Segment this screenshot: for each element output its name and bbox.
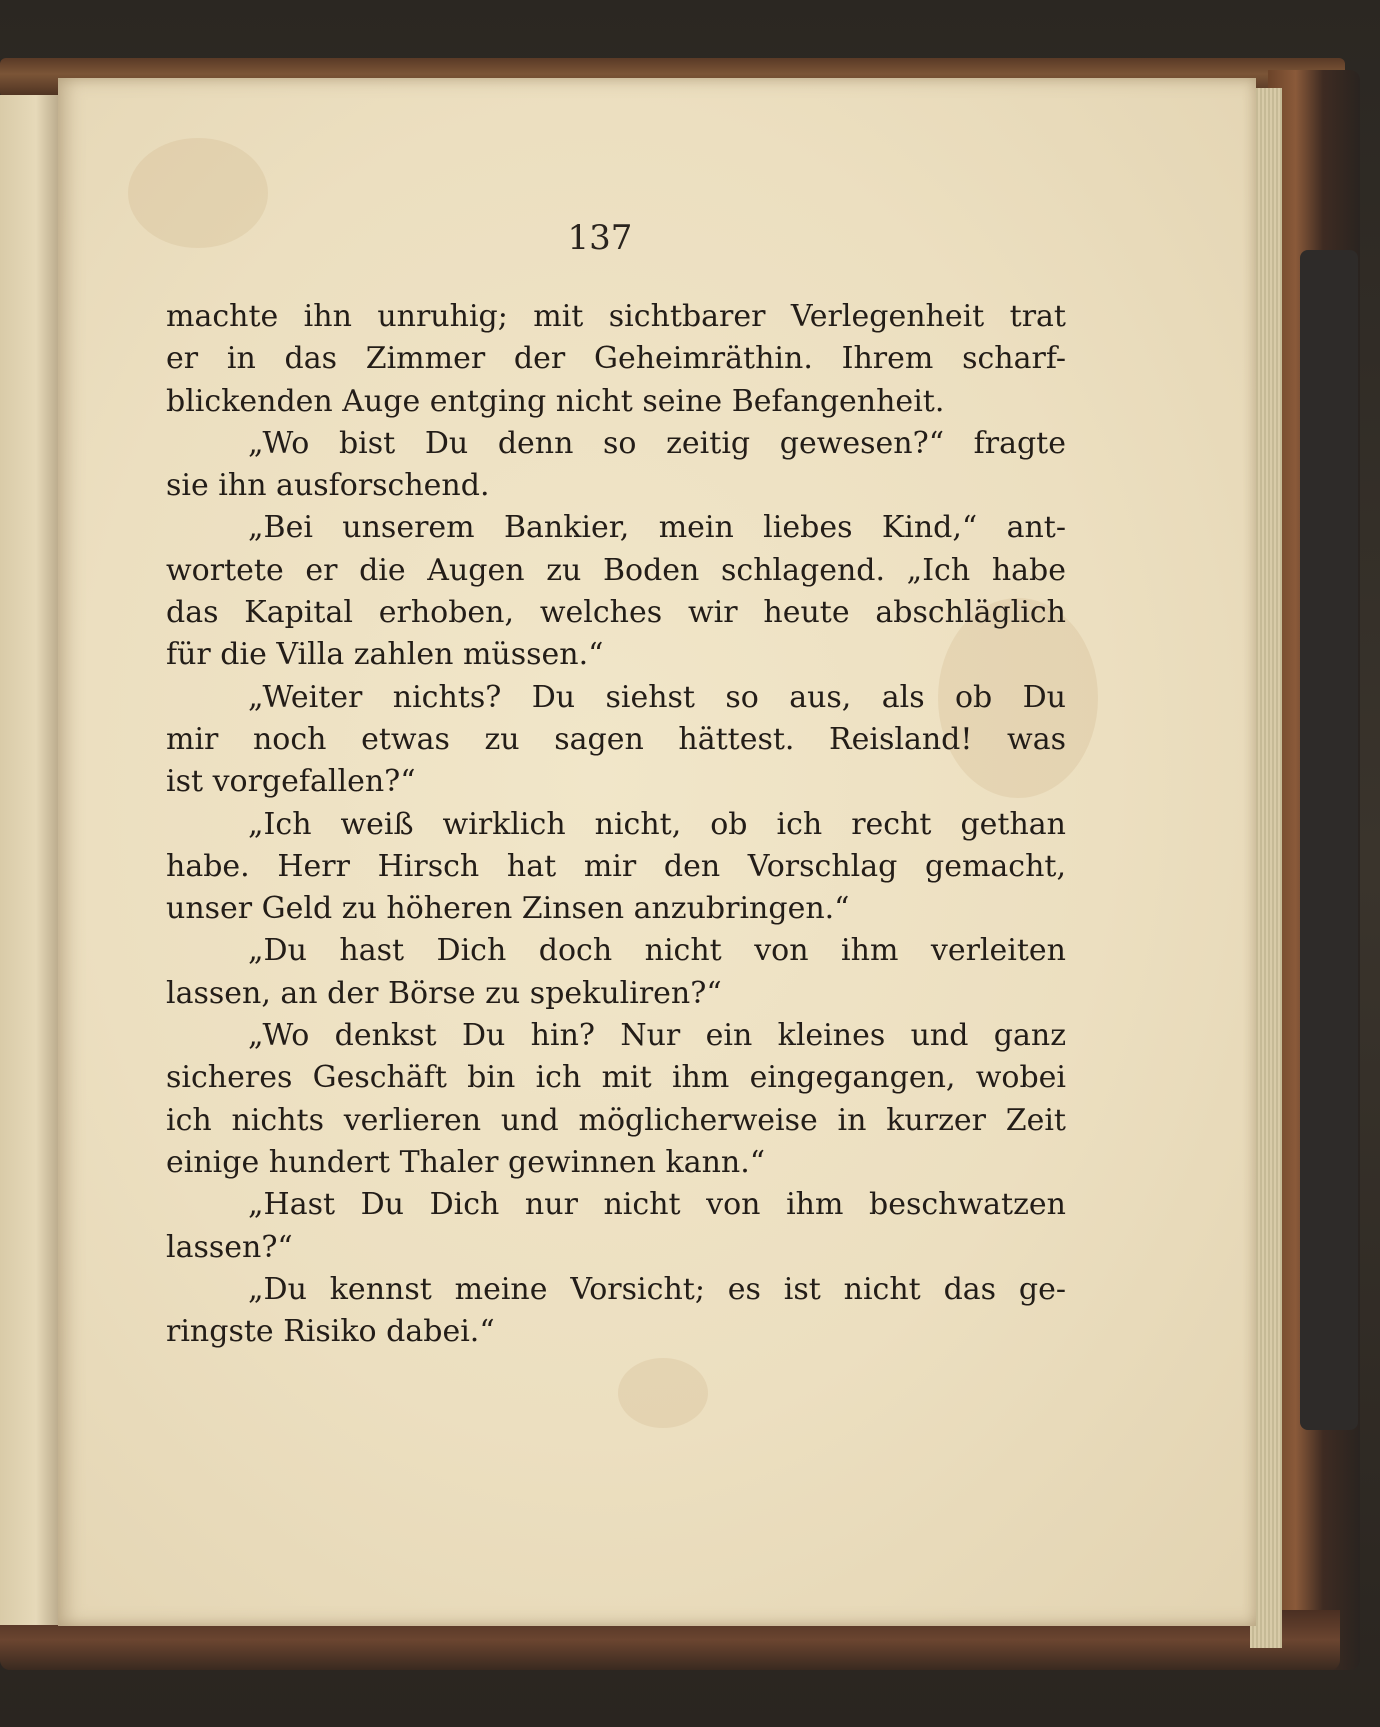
book-page bbox=[58, 78, 1256, 1626]
page-stain bbox=[618, 1358, 708, 1428]
text-line: machte ihn unruhig; mit sichtbarer Verlegenheit trat bbox=[166, 299, 1066, 334]
text-line: mir noch etwas zu sagen hättest. Reisland! was bbox=[166, 721, 1066, 757]
text-line: einige hundert Thaler gewinnen kann.“ bbox=[166, 1144, 766, 1180]
facing-page-edge bbox=[0, 95, 60, 1625]
text-line: blickenden Auge entging nicht seine Befangenheit. bbox=[166, 383, 945, 419]
text-line: „Wo denkst Du hin? Nur ein kleines und ganz bbox=[248, 1018, 1066, 1054]
text-line: unser Geld zu höheren Zinsen anzubringen.“ bbox=[166, 891, 850, 927]
page-number: 137 bbox=[567, 218, 633, 258]
text-line: ringste Risiko dabei.“ bbox=[166, 1314, 495, 1350]
text-line: er in das Zimmer der Geheimräthin. Ihrem scharf- bbox=[166, 341, 1066, 377]
text-line: lassen, an der Börse zu spekuliren?“ bbox=[166, 975, 722, 1011]
text-line: „Bei unserem Bankier, mein liebes Kind,“ ant- bbox=[248, 510, 1066, 546]
text-line: „Du hast Dich doch nicht von ihm verleiten bbox=[248, 933, 1066, 969]
text-line: habe. Herr Hirsch hat mir den Vorschlag gemacht, bbox=[166, 848, 1066, 884]
text-line: sicheres Geschäft bin ich mit ihm eingegangen, wobei bbox=[166, 1060, 1066, 1096]
text-line: „Weiter nichts? Du siehst so aus, als ob Du bbox=[248, 679, 1066, 715]
text-line: wortete er die Augen zu Boden schlagend. „Ich habe bbox=[166, 552, 1066, 588]
text-line: „Ich weiß wirklich nicht, ob ich recht gethan bbox=[248, 806, 1066, 842]
text-line: für die Villa zahlen müssen.“ bbox=[166, 637, 604, 673]
text-line: ich nichts verlieren und möglicherweise in kurzer Zeit bbox=[166, 1102, 1066, 1138]
text-line: „Hast Du Dich nur nicht von ihm beschwatzen bbox=[248, 1187, 1066, 1223]
text-line: „Du kennst meine Vorsicht; es ist nicht das ge- bbox=[248, 1271, 1066, 1307]
text-line: das Kapital erhoben, welches wir heute abschläglich bbox=[166, 595, 1066, 631]
text-line: ist vorgefallen?“ bbox=[166, 764, 416, 800]
text-line: „Wo bist Du denn so zeitig gewesen?“ fragte bbox=[248, 425, 1066, 461]
body-text bbox=[166, 296, 1066, 1353]
book-cover-board bbox=[1300, 250, 1358, 1430]
text-line: sie ihn ausforschend. bbox=[166, 468, 490, 504]
text-line: lassen?“ bbox=[166, 1229, 293, 1265]
